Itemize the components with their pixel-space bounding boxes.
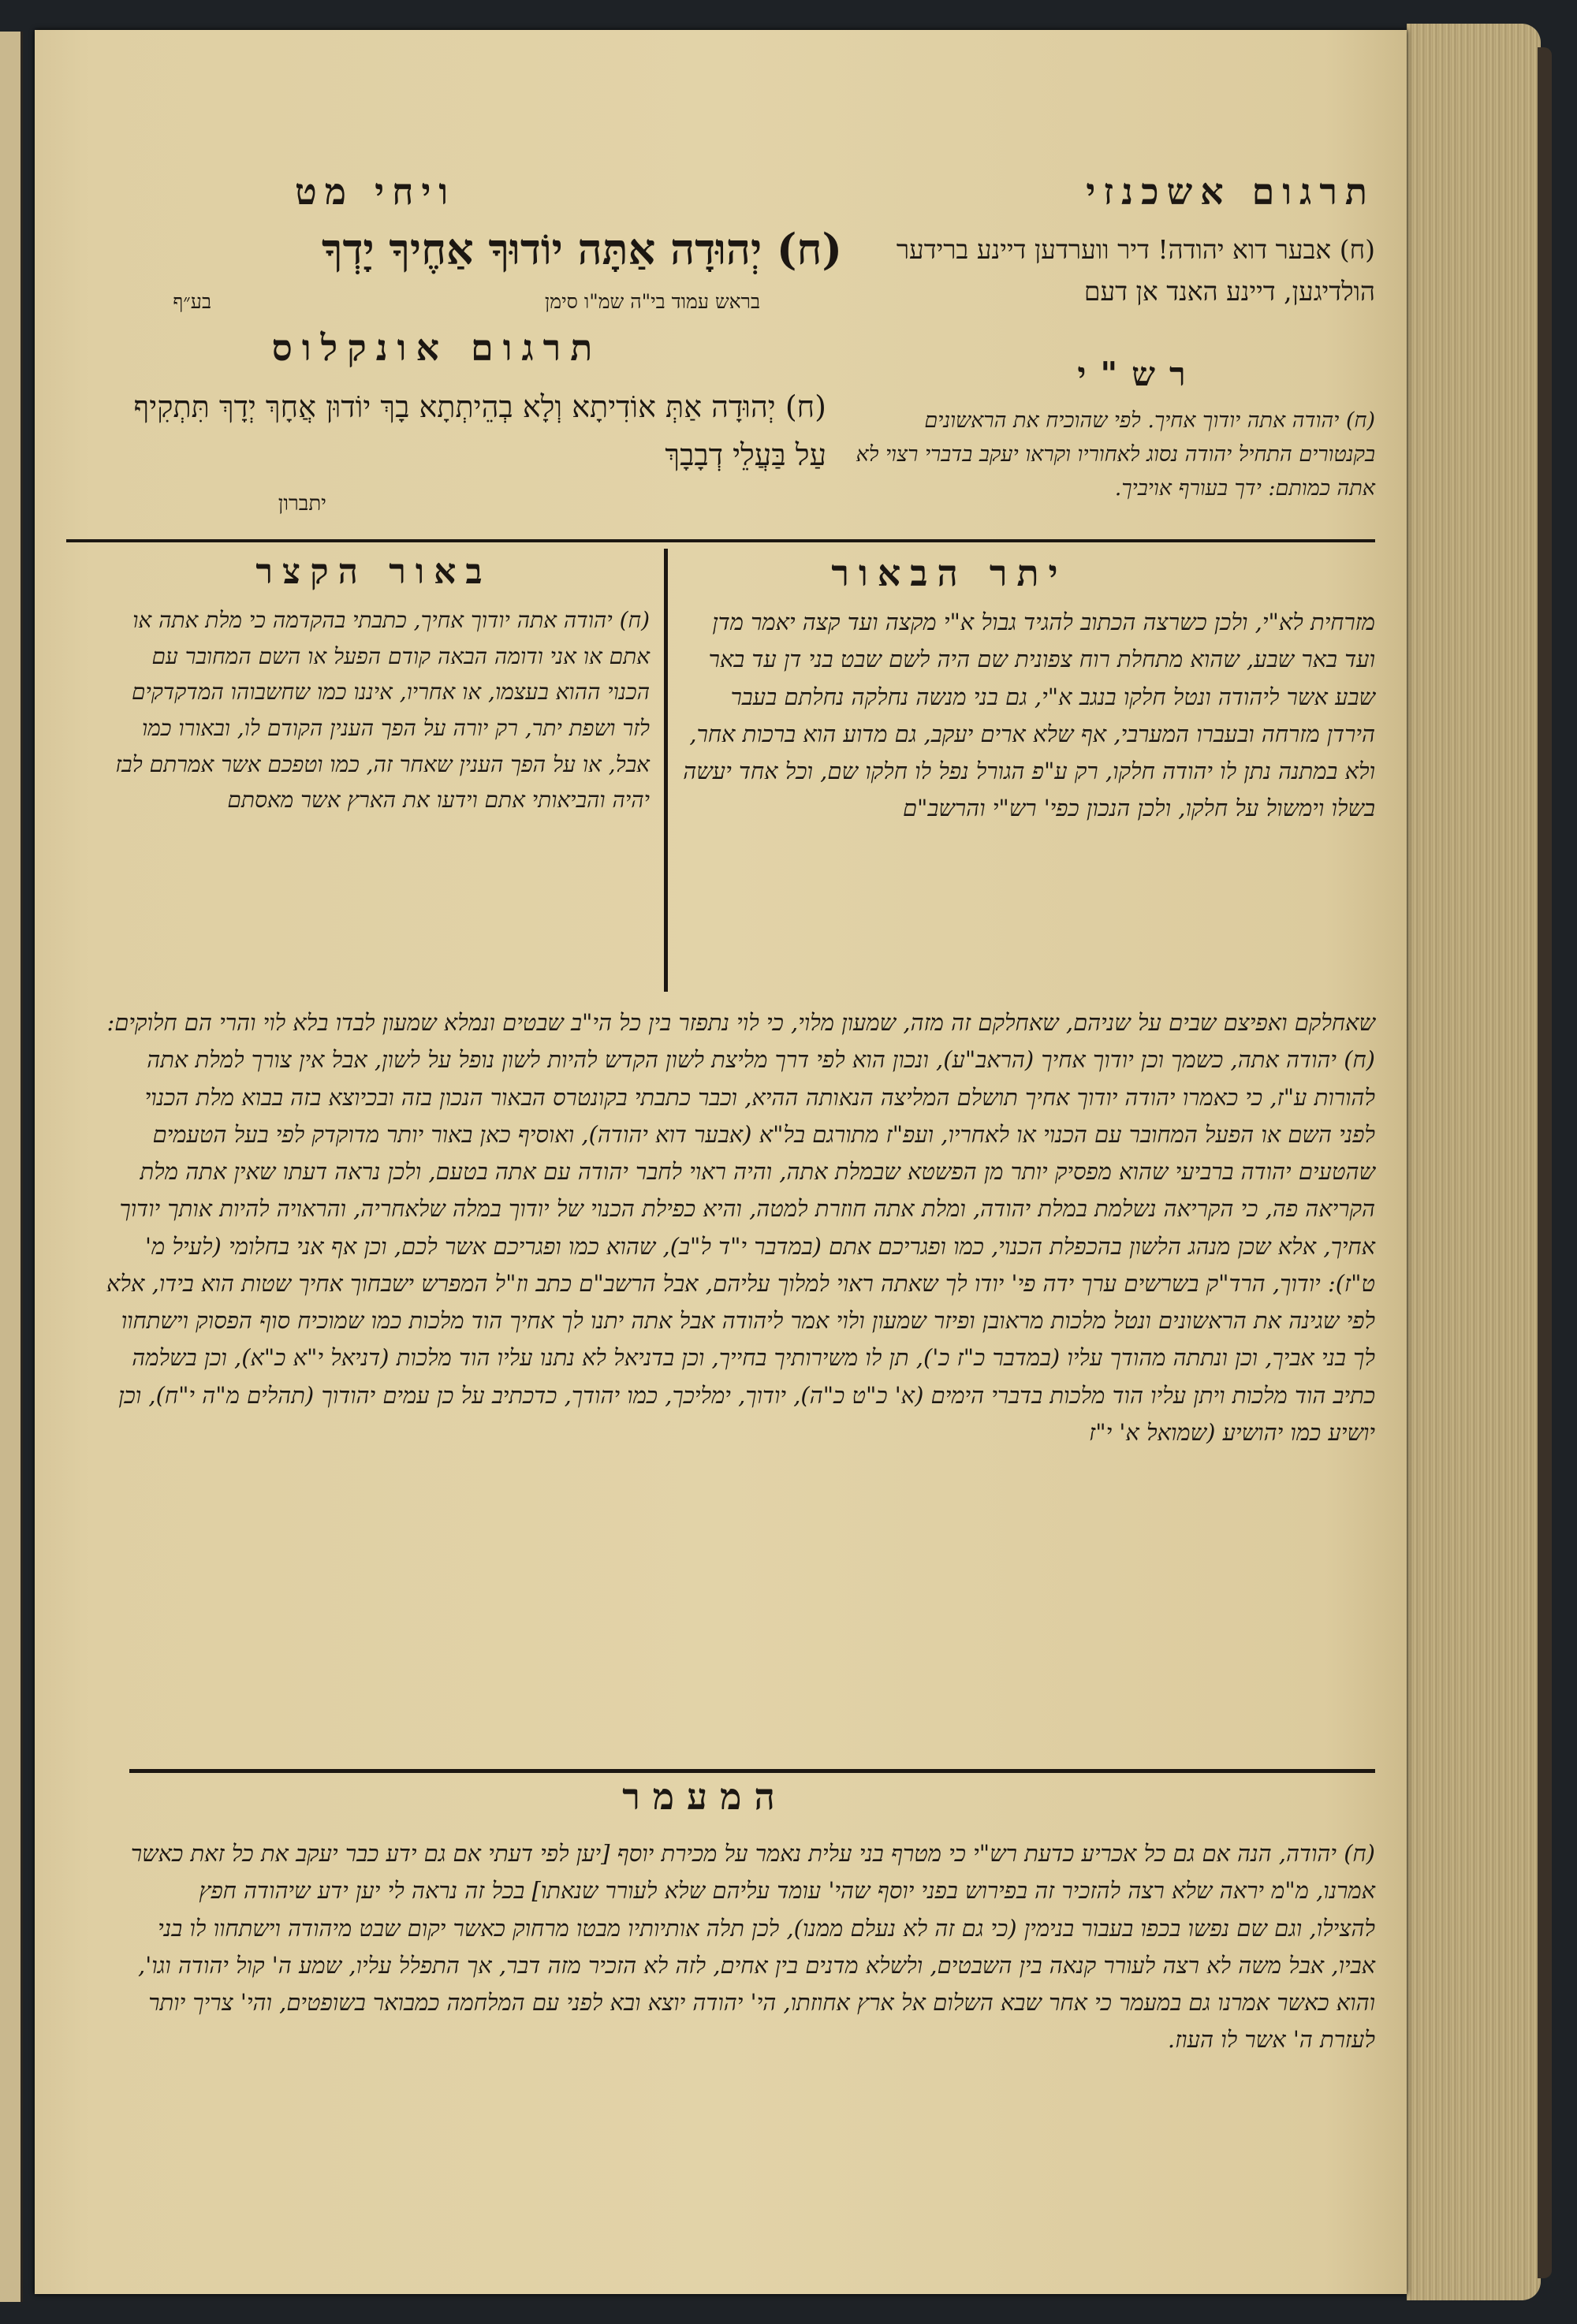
running-head-left: ויחי מט — [295, 170, 457, 213]
onkelos-title: תרגום אונקלוס — [271, 326, 602, 369]
beur-hakatzar-text: (ח) יהודה אתה יודוך אחיך, כתבתי בהקדמה כי מלת אתה או אתם או אני ודומה הבאה קודם הפעל או השם המחובר עם הכנוי ההוא בעצמו, או אחריו, איננו כמו שחשבוהו המדקדקים לזר ושפת יתר, רק יורה על הפך הענין הקודם לו, ובאורו כמו אבל, או על הפך הענין שאחר זה, כמו וטפכם אשר אמרתם לבז יהיה והביאותי אתם וידעו את הארץ אשר מאסתם — [115, 607, 650, 814]
hameamer-title: המעמר — [622, 1775, 788, 1818]
verse-note: בראש עמוד בי"ה שמ"ו סימן — [544, 290, 760, 313]
hameamer-text: (ח) יהודה, הנה אם גם כל אכריע כדעת רש"י כי מטרף בני עלית נאמר על מכירת יוסף [יען לפי דעתי אם גם ידע כבר יעקב את כל זאת כאשר אמרנו, מ"מ יראה שלא רצה להזכיר זה בפירוש בפני יוסף שהי' עומד עליהם שלא לעורר שנאתו] בכל זה נראה לי יען ידע שיהודה חפץ להצילו, וגם שם נפשו בכפו בעבור בנימין (כי גם זה לא נעלם ממנו), לכן תלה אותיותיו מבטו מרחוק כאשר יקום שבט מיהודה וישתחוו לו בני אביו, אבל משה לא רצה לעורר קנאה בין השבטים, ולשלא מדנים בין אחים, לזה לא הזכיר מזה דבר, אך התפלל עליו, שמע ה' קול יהודה וגו', והוא כאשר אמרנו גם במעמר כי אחר שבא השלום אל ארץ אחוזתו, הי' יהודה יוצא ובא לפני עם המלחמה כמבואר בשופטים, והי' צריך יותר לעזרת ה' אשר לו העוז. — [130, 1840, 1375, 2054]
previous-page-edge — [0, 32, 23, 2302]
rashi-title: רש"י — [1077, 355, 1200, 393]
beur-hakatzar-title: באור הקצר — [255, 552, 492, 592]
onkelos-text: (ח) יְהוּדָה אַתְּ אוֹדִיתָא וְלָא בְהֵיתְתָא בָךְ יוֹדוּן אֲחָךְ יְדָךְ תִּתְקִיף עַל בַּעֲלֵי דְבָבָךְ — [133, 389, 826, 472]
rashi-text: (ח) יהודה אתה יודוך אחיך. לפי שהוכיח את הראשונים בקנטורים התחיל יהודה נסוג לאחוריו וקראו יעקב בדברי רצוי לא אתה כמותם: ידך בעורף אויביך. — [856, 408, 1375, 501]
hameamer-divider — [129, 1769, 1375, 1773]
book-spine-shadow — [1538, 47, 1552, 2278]
top-divider — [66, 539, 1375, 542]
column-divider — [664, 549, 668, 992]
yeter-habeur-title: יתר הבאור — [831, 552, 1068, 594]
beur-continuation-text: שאחלקם ואפיצם שבים על שניהם, שאחלקם זה מזה, שמעון מלוי, כי לוי נתפזר בין כל הי"ב שבטים ונמלא שמעון לבדו בלא לוי והרי הם חלוקים: (ח) יהודה אתה, כשמך וכן יודוך אחיך (הראב"ע), ונכון הוא לפי דרך מליצת לשון הקדש להיות לשון נופל על לשון, אבל אין צורך למלת אתה להורות ע"ז, כי כאמרו יהודה יודוך אחיך תושלם המליצה הנאותה ההיא, וכבר כתבתי בקונטרס הבאור הנכון בזה ובכיוצא בזה בבוא מלת הכנוי לפני השם או הפעל המחובר עם הכנוי או לאחריו, ועפ"ז מתורגם בל"א (אבער דוא יהודה), ואוסיף כאן באור יותר מדוקדק לפי בעל הטעמים שהטעים יהודה ברביעי שהוא מפסיק יותר מן הפשטא שבמלת אתה, והיה ראוי לחבר יהודה עם אתה בטעם, ולכן נראה דעתו שאין אתה מלת הקריאה פה, כי הקריאה נשלמת במלת יהודה, ומלת אתה חוזרת למטה, והיא כפילת הכנוי של יודוך במלה שלאחריה, והראויה להיות אותך יודוך אחיך, אלא שכן מנהג הלשון בהכפלת הכנוי, כמו ופגריכם אתם (במדבר י"ד ל"ב), שהוא כמו ופגריכם אשר לכם, וכן אף אני בחלומי (לעיל מ' ט"ז): יודוך, הרד"ק בשרשים ערך ידה פי' יודו לך שאתה ראוי למלוך עליהם, אבל הרשב"ם כתב וז"ל המפרש ישבחוך אחיך שטות הוא בידו, אלא לפי שגינה את הראשונים ונטל מלכות מראובן ופיזר שמעון ולוי אמר ליהודה אבל אתה יתנו לך אחיך הוד מלכות כמו שמוכיח סוף הפסוק וישתחוו לך בני אביך, וכן ונתתה מהודך עליו (במדבר כ"ז כ'), תן לו משירותיך בחייך, וכן בדניאל לא נתנו עליו הוד מלכות (דניאל י"א כ"א), וכן בשלמה כתיב הוד מלכות ויתן עליו הוד מלכות בדברי הימים (א' כ"ט כ"ה), יודוך, ימליכך, כמו יהודך, כדכתיב על כן עמים יהודוך (תהלים מ"ה י"ח), וכן יושיע כמו יהושיע (שמואל א' י"ז — [106, 1009, 1375, 1446]
verse-text: (ח) יְהוּדָה אַתָּה יוֹדוּךָ אַחֶיךָ יָדְךָ — [321, 224, 842, 274]
book-page — [35, 30, 1407, 2294]
running-head-right: תרגום אשכנזי — [1086, 170, 1375, 213]
book-page-edges — [1407, 24, 1541, 2300]
verse-note-right: בע״ף — [173, 290, 211, 313]
onkelos-catchword: יתברון — [278, 492, 326, 516]
german-translation-text: (ח) אבער דוא יהודה! דיר ווערדען דיינע ברידער הולדיגען, דיינע האנד אן דעם — [896, 234, 1375, 307]
yeter-habeur-text: מזרחית לא"י, ולכן כשרצה הכתוב להגיד גבול א"י מקצה ועד קצה יאמר מדן ועד באר שבע, שהוא מתחלת רוח צפונית שם היה לשם שבט בני דן עד באר שבע אשר ליהודה ונטל חלקו בנגב א"י, גם בני מנשה נחלקה נחלתם בעבר הירדן מזרחה ובעברו המערבי, אף שלא ארים יעקב, גם מדוע הוא ברכות אחר, ולא במתנה נתן לו יהודה חלקו, רק ע"פ הגורל נפל לו חלקו שם, וכל אחד יעשה בשלו וימשול על חלקו, ולכן הנכון כפי' רש"י והרשב"ם — [683, 609, 1375, 822]
